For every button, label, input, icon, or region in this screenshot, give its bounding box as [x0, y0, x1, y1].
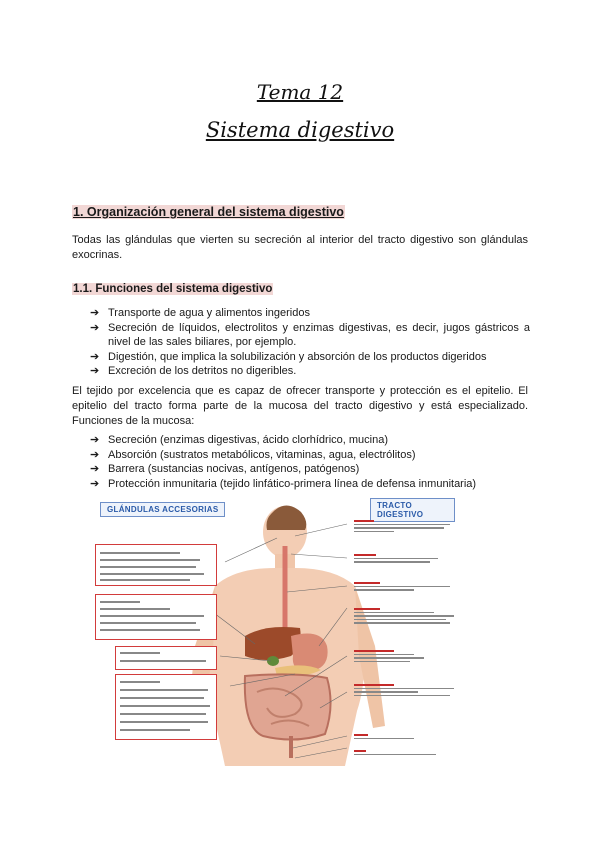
- list-item: ➔ Digestión, que implica la solubilización y absorción de los productos digeridos: [90, 350, 487, 363]
- mouth-labels: [350, 518, 455, 532]
- arrow-icon: ➔: [90, 448, 100, 461]
- rectum-labels: [350, 732, 455, 739]
- functions-list: [90, 306, 530, 379]
- small-intestine-labels: [350, 648, 455, 662]
- intro-paragraph: Todas las glándulas que vierten su secreción al interior del tracto digestivo son glándulas exocrinas.: [72, 234, 528, 261]
- page-title: Tema 12: [256, 80, 344, 104]
- large-intestine-labels: [350, 682, 455, 696]
- liver-box: [95, 594, 217, 640]
- digestive-tract-header: TRACTO DIGESTIVO: [370, 498, 455, 522]
- arrow-icon: ➔: [90, 307, 100, 319]
- arrow-icon: ➔: [90, 463, 100, 475]
- list-item: ➔ Protección inmunitaria (tejido linfático-primera línea de defensa inmunitaria): [90, 477, 477, 490]
- arrow-icon: ➔: [90, 477, 100, 490]
- mucosa-paragraph: El tejido por excelencia que es capaz de ofrecer transporte y protección es el epitelio. El epitelio del tracto forma parte de la mucosa del tracto digestivo y está especializado. Funciones de la mucosa:: [72, 385, 528, 427]
- list-item: ➔ Transporte de agua y alimentos ingeridos: [90, 307, 310, 319]
- mucosa-functions-list: [90, 433, 530, 491]
- anus-labels: [350, 748, 455, 755]
- esophagus-labels: [350, 580, 455, 591]
- digestive-system-figure: [95, 496, 455, 766]
- arrow-icon: ➔: [90, 350, 100, 363]
- arrow-icon: ➔: [90, 321, 100, 334]
- accessory-glands-header: GLÁNDULAS ACCESORIAS: [100, 502, 225, 517]
- pancreas-box: [115, 674, 217, 740]
- subsection-heading: 1.1. Funciones del sistema digestivo: [73, 283, 273, 295]
- list-item: ➔ Absorción (sustratos metabólicos, vitaminas, agua, electrólitos): [90, 448, 416, 461]
- list-item: ➔ Excreción de los detritos no digeribles.: [90, 365, 297, 377]
- salivary-glands-box: [95, 544, 217, 586]
- page-subtitle: Sistema digestivo: [205, 118, 395, 142]
- arrow-icon: ➔: [90, 365, 100, 377]
- section-heading: 1. Organización general del sistema digestivo: [73, 205, 344, 219]
- list-item: ➔ Barrera (sustancias nocivas, antígenos, patógenos): [90, 463, 360, 475]
- arrow-icon: ➔: [90, 434, 100, 446]
- list-item: ➔ Secreción de líquidos, electrolitos y enzimas digestivas, es decir, jugos gástricos a nivel de las sales biliares, por ejemplo.: [90, 321, 530, 348]
- list-item: ➔ Secreción (enzimas digestivas, ácido clorhídrico, mucina): [90, 434, 389, 446]
- pharynx-labels: [350, 552, 455, 563]
- gallbladder-box: [115, 646, 217, 670]
- stomach-labels: [350, 606, 455, 624]
